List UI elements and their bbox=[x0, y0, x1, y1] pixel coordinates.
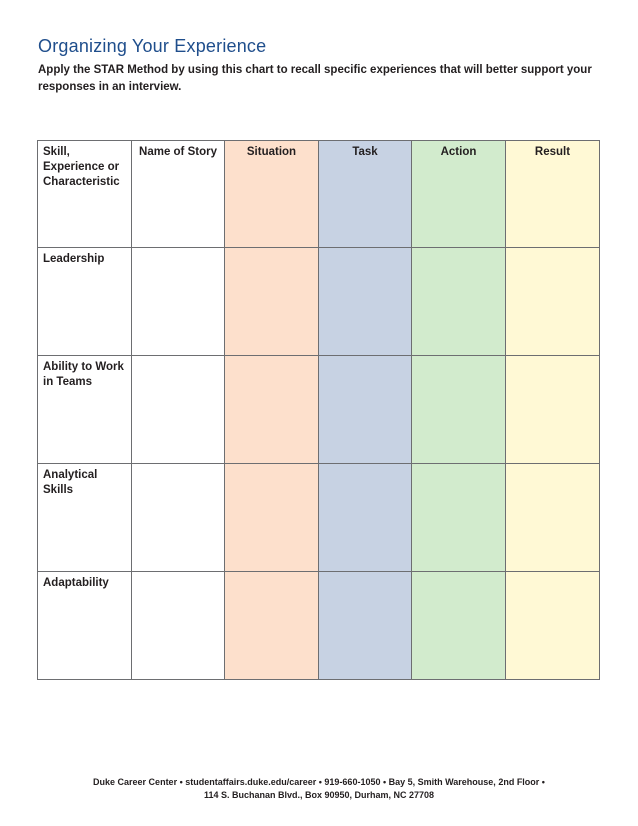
name-of-story-cell[interactable] bbox=[132, 248, 225, 356]
task-cell[interactable] bbox=[319, 356, 412, 464]
row-skill-label: Ability to Work in Teams bbox=[38, 356, 132, 464]
row-skill-label: Leadership bbox=[38, 248, 132, 356]
result-cell[interactable] bbox=[506, 464, 600, 572]
intro-text: Apply the STAR Method by using this chart to recall specific experiences that will better support your responses in an interview. bbox=[38, 64, 592, 93]
task-cell[interactable] bbox=[319, 248, 412, 356]
task-cell[interactable] bbox=[319, 464, 412, 572]
result-cell[interactable] bbox=[506, 572, 600, 680]
header-situation: Situation bbox=[225, 141, 319, 248]
header-name-of-story: Name of Story bbox=[132, 141, 225, 248]
action-cell[interactable] bbox=[412, 248, 506, 356]
action-cell[interactable] bbox=[412, 572, 506, 680]
star-chart-table bbox=[37, 140, 600, 680]
header-skill: Skill, Experience or Characteristic bbox=[38, 141, 132, 248]
header-result: Result bbox=[506, 141, 600, 248]
header-task: Task bbox=[319, 141, 412, 248]
name-of-story-cell[interactable] bbox=[132, 356, 225, 464]
situation-cell[interactable] bbox=[225, 356, 319, 464]
header-action: Action bbox=[412, 141, 506, 248]
footer-contact-line: Duke Career Center • studentaffairs.duke.edu/career • 919-660-1050 • Bay 5, Smith Warehouse, 2nd Floor • bbox=[93, 777, 545, 787]
row-skill-label: Analytical Skills bbox=[38, 464, 132, 572]
task-cell[interactable] bbox=[319, 572, 412, 680]
header-row bbox=[38, 141, 600, 248]
footer bbox=[0, 776, 638, 802]
action-cell[interactable] bbox=[412, 356, 506, 464]
action-cell[interactable] bbox=[412, 464, 506, 572]
name-of-story-cell[interactable] bbox=[132, 464, 225, 572]
situation-cell[interactable] bbox=[225, 572, 319, 680]
row-skill-label: Adaptability bbox=[38, 572, 132, 680]
table-row-adaptability bbox=[38, 572, 600, 680]
result-cell[interactable] bbox=[506, 356, 600, 464]
footer-address-line: 114 S. Buchanan Blvd., Box 90950, Durham, NC 27708 bbox=[203, 790, 435, 800]
table-row-analytical bbox=[38, 464, 600, 572]
name-of-story-cell[interactable] bbox=[132, 572, 225, 680]
table-row-leadership bbox=[38, 248, 600, 356]
situation-cell[interactable] bbox=[225, 248, 319, 356]
page-title: Organizing Your Experience bbox=[38, 36, 267, 56]
table-row-teamwork bbox=[38, 356, 600, 464]
situation-cell[interactable] bbox=[225, 464, 319, 572]
result-cell[interactable] bbox=[506, 248, 600, 356]
